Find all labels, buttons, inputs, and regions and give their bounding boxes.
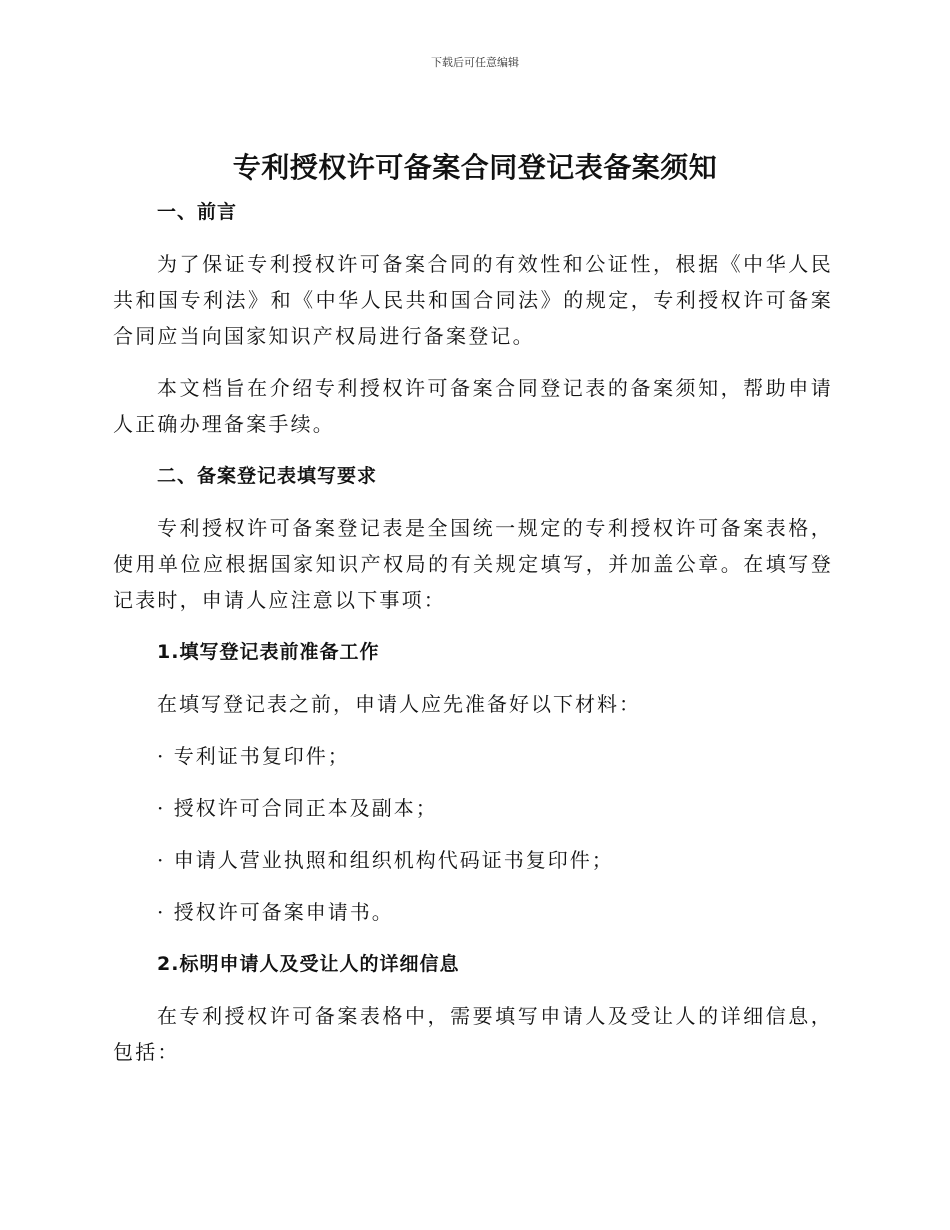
subsection-heading-party-info: 2.标明申请人及受让人的详细信息 bbox=[157, 953, 460, 975]
paragraph: 为了保证专利授权许可备案合同的有效性和公证性，根据《中华人民共和国专利法》和《中华人民共和国合同法》的规定，专利授权许可备案合同应当向国家知识产权局进行备案登记。 bbox=[113, 252, 833, 348]
document-title: 专利授权许可备案合同登记表备案须知 bbox=[232, 151, 718, 184]
subsection-heading-preparation: 1.填写登记表前准备工作 bbox=[157, 641, 380, 663]
list-item: · 申请人营业执照和组织机构代码证书复印件； bbox=[157, 848, 614, 872]
list-item: · 专利证书复印件； bbox=[157, 744, 350, 768]
document-body bbox=[113, 194, 833, 1070]
paragraph: 专利授权许可备案登记表是全国统一规定的专利授权许可备案表格，使用单位应根据国家知识产权局的有关规定填写，并加盖公章。在填写登记表时，申请人应注意以下事项： bbox=[113, 516, 833, 612]
section-heading-preface: 一、前言 bbox=[157, 201, 238, 223]
page-header-note: 下载后可任意编辑 bbox=[431, 56, 519, 69]
paragraph: 在专利授权许可备案表格中，需要填写申请人及受让人的详细信息，包括： bbox=[113, 1004, 833, 1064]
list-item: · 授权许可备案申请书。 bbox=[157, 900, 394, 924]
list-item: · 授权许可合同正本及副本； bbox=[157, 796, 438, 820]
paragraph: 本文档旨在介绍专利授权许可备案合同登记表的备案须知，帮助申请人正确办理备案手续。 bbox=[113, 376, 833, 436]
section-heading-requirements: 二、备案登记表填写要求 bbox=[157, 465, 378, 487]
paragraph: 在填写登记表之前，申请人应先准备好以下材料： bbox=[157, 692, 641, 716]
